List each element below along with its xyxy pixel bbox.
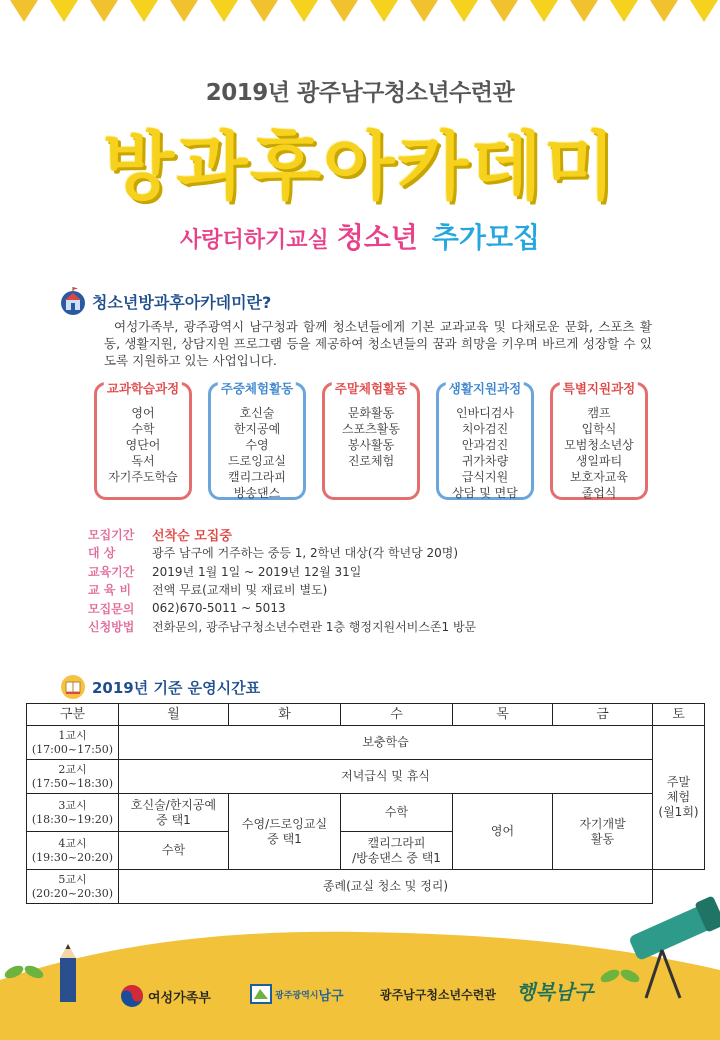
period-time: (18:30~19:20) xyxy=(31,812,114,826)
namgu-emblem-icon xyxy=(250,984,272,1004)
footer-illustration xyxy=(0,880,720,1040)
program-item: 문화활동 xyxy=(347,406,395,420)
period-cell xyxy=(27,832,119,870)
program-item: 졸업식 xyxy=(581,486,617,500)
program-box-special xyxy=(550,382,648,500)
bunting-flag xyxy=(450,0,478,22)
bunting-flag xyxy=(90,0,118,22)
cell-line: 활동 xyxy=(590,831,615,846)
schedule-title: 2019년 기준 운영시간표 xyxy=(92,678,261,697)
header-cell: 목 xyxy=(453,704,553,726)
footer-logos xyxy=(0,976,720,1016)
period-time: (20:20~20:30) xyxy=(31,886,114,900)
program-item: 생일파티 xyxy=(575,454,623,468)
period-cell xyxy=(27,726,119,760)
saturday-cell xyxy=(653,726,705,870)
info-row xyxy=(88,599,688,618)
header-cell: 토 xyxy=(653,704,705,726)
info-key: 신청방법 xyxy=(88,620,135,635)
info-key: 모집기간 xyxy=(88,527,135,542)
program-item: 인바디검사 xyxy=(456,406,514,420)
program-item: 귀가차량 xyxy=(461,454,509,468)
schedule-cell xyxy=(341,832,453,870)
bunting-flag xyxy=(10,0,38,22)
schedule-cell: 영어 xyxy=(453,794,553,870)
header-cell: 금 xyxy=(553,704,653,726)
program-box-weekend xyxy=(322,382,420,500)
info-row xyxy=(88,581,688,600)
cell-line: (월1회) xyxy=(658,805,699,819)
program-item: 캠프 xyxy=(587,406,611,420)
program-items xyxy=(97,405,189,485)
program-item: 스포츠활동 xyxy=(342,422,400,436)
info-row xyxy=(88,562,688,581)
schedule-cell: 보충학습 xyxy=(119,726,653,760)
program-item: 보호자교육 xyxy=(570,470,628,484)
schedule-cell: 종례(교실 청소 및 정리) xyxy=(119,870,653,904)
program-title: 특별지원과정 xyxy=(560,379,638,397)
program-item: 호신술 xyxy=(239,406,275,420)
logo-namgu xyxy=(250,984,344,1004)
program-item: 급식지원 xyxy=(461,470,509,484)
book-icon xyxy=(60,674,86,700)
program-item: 한지공예 xyxy=(233,422,281,436)
recruit-info xyxy=(88,525,688,636)
bunting-flag xyxy=(690,0,718,22)
program-item: 방송댄스 xyxy=(233,486,281,500)
bunting-flag xyxy=(130,0,158,22)
schedule-cell: 수학 xyxy=(119,832,229,870)
bunting-flag xyxy=(50,0,78,22)
schedule-heading xyxy=(60,674,260,700)
period-name: 2교시 xyxy=(58,762,87,776)
program-item: 모범청소년상 xyxy=(564,438,634,452)
bunting-flag xyxy=(330,0,358,22)
cell-line: 중 택1 xyxy=(156,812,191,827)
program-item: 봉사활동 xyxy=(347,438,395,452)
header-cell: 수 xyxy=(341,704,453,726)
cell-line: 중 택1 xyxy=(267,831,302,846)
period-time: (17:00~17:50) xyxy=(31,742,114,756)
schedule-cell xyxy=(119,794,229,832)
info-value: 2019년 1월 1일 ~ 2019년 12월 31일 xyxy=(152,564,362,579)
program-box-life-support xyxy=(436,382,534,500)
program-item: 캘리그라피 xyxy=(228,470,286,484)
bunting-flag xyxy=(370,0,398,22)
program-boxes xyxy=(94,382,668,500)
program-item: 치아검진 xyxy=(461,422,509,436)
header-cell: 월 xyxy=(119,704,229,726)
bunting-flag xyxy=(250,0,278,22)
program-items xyxy=(211,405,303,501)
info-value: 광주 남구에 거주하는 중등 1, 2학년 대상(각 학년당 20명) xyxy=(152,546,459,561)
header-cell: 화 xyxy=(229,704,341,726)
schedule-table xyxy=(26,703,705,904)
program-box-weekday xyxy=(208,382,306,500)
cell-line: 수영/드로잉교실 xyxy=(241,816,328,831)
program-items xyxy=(439,405,531,501)
info-row xyxy=(88,525,688,544)
program-item: 영단어 xyxy=(125,438,161,452)
period-name: 3교시 xyxy=(58,798,87,812)
cell-line: 캘리그라피 xyxy=(367,835,426,850)
taegeuk-icon xyxy=(120,984,144,1008)
program-item: 수학 xyxy=(131,422,155,436)
cell-line: 주말 xyxy=(666,775,691,789)
bunting-flag xyxy=(650,0,678,22)
logo-happy-namgu: 행복남구 xyxy=(516,980,594,1004)
schedule-cell: 수학 xyxy=(341,794,453,832)
table-header-row xyxy=(27,704,705,726)
subtitle-class-name: 사랑더하기교실 xyxy=(179,228,329,253)
schedule-cell xyxy=(229,794,341,870)
subtitle xyxy=(0,216,720,256)
program-title: 주말체험활동 xyxy=(332,379,410,397)
period-time: (19:30~20:20) xyxy=(31,850,114,864)
info-key: 교 육 비 xyxy=(88,583,132,598)
program-title: 교과학습과정 xyxy=(104,379,182,397)
program-item: 수영 xyxy=(245,438,269,452)
program-item: 영어 xyxy=(131,406,155,420)
year-title: 2019년 광주남구청소년수련관 xyxy=(205,80,515,106)
bunting-flag xyxy=(610,0,638,22)
about-title: 청소년방과후아카데미란? xyxy=(92,292,272,312)
bunting-flag xyxy=(290,0,318,22)
logo-mogef xyxy=(120,984,211,1008)
logo-namgu-small: 광주광역시 xyxy=(275,990,319,1001)
cell-line: 호신술/한지공예 xyxy=(130,797,217,812)
subtitle-recruit: 추가모집 xyxy=(431,221,541,254)
bunting-flag xyxy=(570,0,598,22)
program-title: 주중체험활동 xyxy=(218,379,296,397)
period-name: 5교시 xyxy=(58,872,87,886)
program-item: 독서 xyxy=(131,454,155,468)
logo-youth-center: 광주남구청소년수련관 xyxy=(380,988,496,1002)
cell-line: /방송댄스 중 택1 xyxy=(352,850,441,865)
period-cell xyxy=(27,794,119,832)
table-row xyxy=(27,760,705,794)
info-row xyxy=(88,618,688,637)
logo-namgu-big: 남구 xyxy=(318,988,344,1004)
info-value: 전화문의, 광주남구청소년수련관 1층 행정지원서비스존1 방문 xyxy=(152,620,477,635)
cell-line: 자기개발 xyxy=(579,816,626,831)
bunting-flag xyxy=(490,0,518,22)
info-value: 전액 무료(교재비 및 재료비 별도) xyxy=(152,583,328,598)
about-heading xyxy=(60,286,271,316)
info-key: 교육기간 xyxy=(88,564,135,579)
period-name: 4교시 xyxy=(58,836,87,850)
info-value: 선착순 모집중 xyxy=(152,528,232,544)
subtitle-youth: 청소년 xyxy=(336,221,418,254)
program-item: 진로체험 xyxy=(347,454,395,468)
program-item: 자기주도학습 xyxy=(108,470,178,484)
bunting-flag xyxy=(530,0,558,22)
info-key: 모집문의 xyxy=(88,601,135,616)
table-row xyxy=(27,794,705,832)
top-bunting-decoration xyxy=(0,0,720,30)
program-item: 상담 및 면담 xyxy=(452,486,518,500)
bunting-flag xyxy=(170,0,198,22)
program-title: 생활지원과정 xyxy=(446,379,524,397)
about-description: 여성가족부, 광주광역시 남구청과 함께 청소년들에게 기본 교과교육 및 다채로운 문화, 스포츠 활동, 생활지원, 상담지원 프로그램 등을 제공하여 청소년들의 꿈과 희망을 키우며 바르게 성장할 수 있도록 지원하고 있는 사업입니다. xyxy=(104,319,652,368)
bunting-flag xyxy=(210,0,238,22)
table-row xyxy=(27,726,705,760)
school-icon xyxy=(60,286,86,316)
period-name: 1교시 xyxy=(58,728,87,742)
logo-mogef-text: 여성가족부 xyxy=(148,990,211,1006)
program-box-curriculum xyxy=(94,382,192,500)
program-item: 안과검진 xyxy=(461,438,509,452)
schedule-cell: 저녁급식 및 휴식 xyxy=(119,760,653,794)
program-item: 드로잉교실 xyxy=(228,454,286,468)
info-row xyxy=(88,544,688,563)
schedule-cell xyxy=(553,794,653,870)
header-cell: 구분 xyxy=(27,704,119,726)
info-key: 대 상 xyxy=(88,546,116,561)
period-time: (17:50~18:30) xyxy=(31,776,114,790)
program-item: 입학식 xyxy=(581,422,617,436)
period-cell xyxy=(27,760,119,794)
program-items xyxy=(553,405,645,501)
bunting-flag xyxy=(410,0,438,22)
cell-line: 체험 xyxy=(666,790,691,804)
main-title: 방과후아카데미 xyxy=(102,124,618,210)
info-value: 062)670-5011 ~ 5013 xyxy=(152,601,286,616)
program-items xyxy=(325,405,417,469)
